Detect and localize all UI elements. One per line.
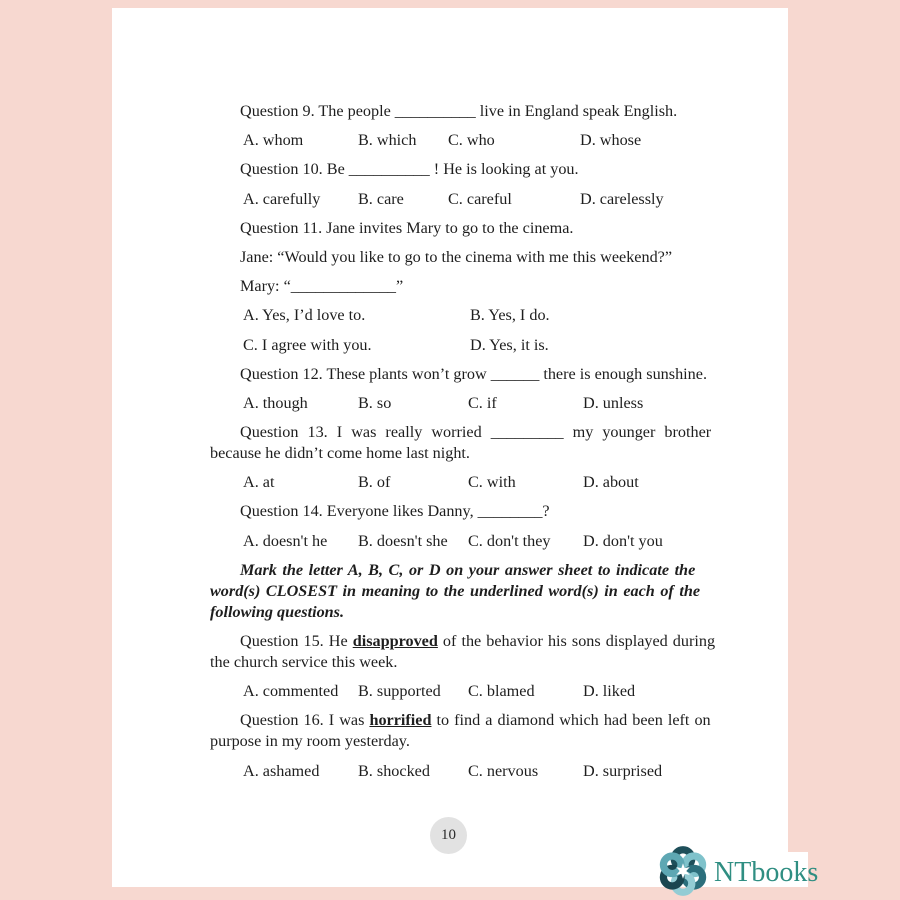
question-12-text: Question 12. These plants won’t grow ______ there is enough sunshine. [240,364,707,383]
question-16-line1 [210,710,711,731]
question-14-text: Question 14. Everyone likes Danny, ________? [240,502,550,521]
q11-option-c: C. I agree with you. [243,335,372,354]
question-15-line1 [210,631,716,652]
question-11-mary-line: Mary: “_____________” [240,277,404,296]
question-16-options [210,761,688,782]
ntbooks-logo-icon [654,842,712,900]
question-11-text: Question 11. Jane invites Mary to go to the cinema. [240,218,574,237]
q12-option-c: C. if [468,393,497,412]
q14-option-a: A. doesn't he [243,531,328,550]
page-number-badge [430,817,467,854]
q16-option-b: B. shocked [358,761,430,780]
q12-option-b: B. so [358,393,392,412]
question-14-options [210,531,688,552]
q12-option-a: A. though [243,393,308,412]
question-11-options-ab [210,305,688,326]
q15-underlined-word: disapproved [352,632,438,650]
question-15-line2: the church service this week. [210,653,398,671]
q15-option-c: C. blamed [468,682,535,701]
q15-option-d: D. liked [583,682,636,701]
q13-option-c: C. with [468,473,516,492]
question-11-jane-line: Jane: “Would you like to go to the cinema with me this weekend?” [240,247,673,266]
question-11-options-cd [210,335,688,356]
question-10-text: Question 10. Be __________ ! He is looking at you. [240,160,579,179]
q15-text-pre: Question 15. He [240,632,353,650]
q10-option-d: D. carelessly [580,189,664,208]
question-9-options [210,130,688,151]
q16-text-post: to find a diamond which had been left on [431,711,711,730]
page-content [210,101,716,790]
q14-option-c: C. don't they [468,531,551,550]
question-9-text: Question 9. The people __________ live in England speak English. [240,102,678,120]
q16-option-d: D. surprised [583,761,663,780]
q10-option-a: A. carefully [243,189,321,208]
q15-text-post: of the behavior his sons displayed during [437,632,716,650]
ntbooks-wordmark: NTbooks [714,857,819,888]
q14-option-d: D. don't you [583,531,663,550]
question-15-options [210,681,688,702]
q16-underlined-word: horrified [369,711,432,730]
q10-option-c: C. careful [448,189,512,208]
q11-option-d: D. Yes, it is. [470,335,549,354]
q11-option-b: B. Yes, I do. [470,306,550,325]
q13-option-b: B. of [358,473,391,492]
question-13-line2: because he didn’t come home last night. [210,444,470,463]
q12-option-d: D. unless [583,393,644,412]
q9-option-b: B. which [358,131,417,150]
instruction-line2: word(s) CLOSEST in meaning to the underlined word(s) in each of the [210,581,701,600]
question-13-line1: Question 13. I was really worried _________ my younger brother [240,423,712,442]
q9-option-c: C. who [448,131,495,150]
q14-option-b: B. doesn't she [358,531,448,550]
q9-option-a: A. whom [243,131,304,150]
q16-option-a: A. ashamed [243,761,320,780]
q15-option-a: A. commented [243,682,339,701]
q11-option-a: A. Yes, I’d love to. [243,306,366,325]
q9-option-d: D. whose [580,131,642,150]
instruction-line1: Mark the letter A, B, C, or D on your answer sheet to indicate the [240,560,696,579]
instruction-line3: following questions. [210,602,345,621]
question-12-options [210,393,688,414]
question-16-line2: purpose in my room yesterday. [210,732,410,751]
q15-option-b: B. supported [358,682,441,701]
document-page [112,8,788,887]
question-10-options [210,189,688,210]
q13-option-a: A. at [243,473,275,492]
page-number: 10 [441,827,456,843]
q16-text-pre: Question 16. I was [240,711,370,730]
q16-option-c: C. nervous [468,761,539,780]
question-13-options [210,472,688,493]
q13-option-d: D. about [583,473,639,492]
q10-option-b: B. care [358,189,404,208]
